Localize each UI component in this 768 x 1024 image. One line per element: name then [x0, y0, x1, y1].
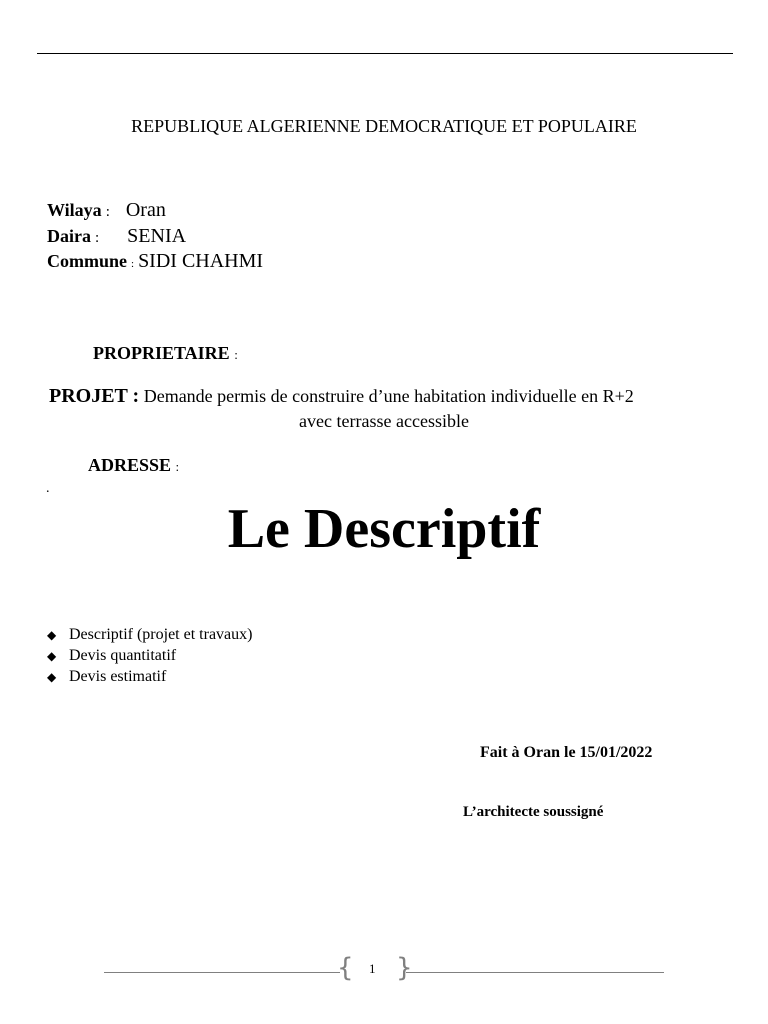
place-date: Fait à Oran le 15/01/2022 — [480, 744, 653, 761]
footer-right-brace-icon: } — [396, 953, 413, 983]
proprietaire-line — [93, 343, 238, 364]
commune-label: Commune — [47, 251, 127, 271]
footer-rule-right — [406, 972, 664, 973]
list-item — [47, 624, 252, 645]
daira-colon: : — [95, 230, 100, 246]
diamond-bullet-icon: ◆ — [47, 649, 57, 663]
projet-text-line1: Demande permis de construire d’une habitation individuelle en R+2 — [143, 386, 634, 406]
daira-value: SENIA — [127, 225, 187, 247]
wilaya-colon: : — [105, 204, 110, 220]
republic-header: REPUBLIQUE ALGERIENNE DEMOCRATIQUE ET POPULAIRE — [131, 116, 637, 136]
daira-line — [47, 225, 186, 248]
projet-line — [49, 385, 634, 408]
page-number: 1 — [369, 961, 376, 976]
architect-signature-label: L’architecte soussigné — [463, 804, 604, 820]
commune-colon: : — [131, 258, 135, 270]
proprietaire-colon: : — [234, 347, 238, 362]
footer-left-brace-icon: { — [337, 953, 354, 983]
adresse-label: ADRESSE — [88, 455, 172, 475]
commune-line — [47, 250, 263, 273]
footer-rule-left — [104, 972, 340, 973]
adresse-line — [88, 455, 179, 476]
document-title: Le Descriptif — [227, 498, 541, 560]
list-item — [47, 666, 252, 687]
top-rule — [37, 53, 733, 54]
adresse-colon: : — [175, 459, 180, 474]
diamond-bullet-icon: ◆ — [47, 628, 57, 642]
projet-label: PROJET : — [49, 385, 140, 407]
projet-text-line2: avec terrasse accessible — [299, 411, 469, 431]
diamond-bullet-icon: ◆ — [47, 670, 57, 684]
contents-list — [47, 624, 252, 687]
list-item-label: Devis quantitatif — [69, 647, 177, 664]
list-item-label: Devis estimatif — [69, 668, 167, 685]
wilaya-line — [47, 199, 166, 222]
list-item-label: Descriptif (projet et travaux) — [69, 626, 253, 643]
stray-dot: . — [46, 481, 50, 496]
list-item — [47, 645, 252, 666]
commune-value: SIDI CHAHMI — [138, 250, 264, 272]
wilaya-value: Oran — [125, 199, 166, 221]
proprietaire-label: PROPRIETAIRE — [93, 343, 230, 363]
daira-label: Daira — [47, 226, 91, 246]
wilaya-label: Wilaya — [47, 200, 102, 220]
